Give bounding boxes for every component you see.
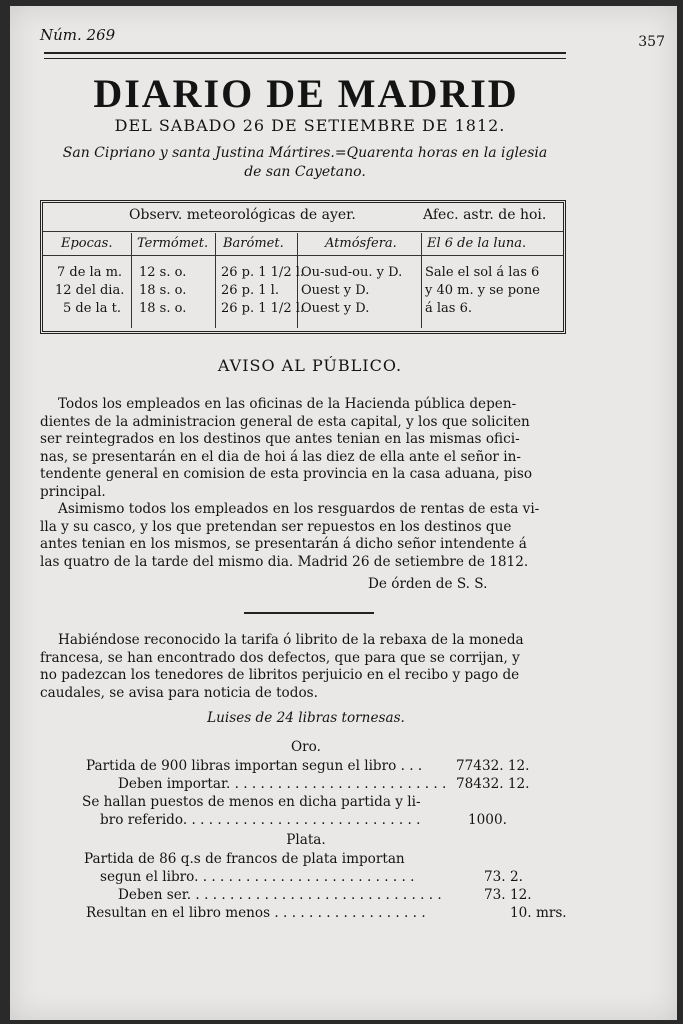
page-number: 357	[638, 34, 665, 50]
col-divider	[421, 233, 422, 328]
col-barometro: Barómet.	[223, 236, 284, 251]
ledger-value: 77432. 12.	[456, 758, 530, 774]
saints-line-2: de san Cayetano.	[244, 164, 366, 180]
text-line: Asimismo todos los empleados en los resguardos de rentas de esta vi-	[58, 501, 540, 517]
aviso-signature: De órden de S. S.	[368, 576, 488, 592]
baro-cell: 26 p. 1 1/2 l.	[221, 265, 305, 280]
text-line: antes tenian en los mismos, se presentarán á dicho señor intendente á	[40, 536, 527, 552]
aviso-title: AVISO AL PÚBLICO.	[217, 356, 403, 375]
text-line: nas, se presentarán en el dia de hoi á las diez de ella ante el señor in-	[40, 448, 521, 465]
aviso-paragraph-2	[40, 501, 572, 571]
termo-cell: 18 s. o.	[139, 301, 187, 316]
oro-heading: Oro.	[291, 739, 321, 755]
baro-cell: 26 p. 1 1/2 l.	[221, 301, 305, 316]
tarifa-paragraph	[40, 632, 572, 702]
col-divider	[215, 233, 216, 328]
termo-cell: 18 s. o.	[139, 283, 187, 298]
col-divider	[131, 233, 132, 328]
dateline: DEL SABADO 26 DE SETIEMBRE DE 1812.	[114, 116, 506, 135]
col-luna: El 6 de la luna.	[427, 236, 527, 251]
text-line: Todos los empleados en las oficinas de la Hacienda pública depen-	[58, 396, 517, 412]
newspaper-page	[10, 6, 677, 1020]
ledger-label: Deben ser. . . . . . . . . . . . . . . . . . . . . . . . . . . . . .	[118, 887, 442, 903]
epoca-cell: 12 del dia.	[55, 283, 125, 298]
text-line: las quatro de la tarde del mismo dia. Madrid 26 de setiembre de 1812.	[40, 553, 529, 570]
text-line: francesa, se han encontrado dos defectos, que para que se corrijan, y	[40, 649, 520, 666]
astro-title: Afec. astr. de hoi.	[423, 207, 547, 223]
weather-title: Observ. meteorológicas de ayer.	[129, 207, 356, 223]
section-divider	[244, 612, 374, 614]
saints-of-day	[50, 144, 560, 182]
astro-line: á las 6.	[425, 301, 472, 316]
epoca-cell: 7 de la m.	[57, 265, 123, 280]
ledger-label: segun el libro. . . . . . . . . . . . . . . . . . . . . . . . . .	[100, 869, 415, 885]
text-line: Habiéndose reconocido la tarifa ó librito de la rebaxa de la moneda	[58, 632, 524, 648]
col-termometro: Termómet.	[137, 236, 209, 251]
text-line: principal.	[40, 483, 106, 500]
ledger-label: Deben importar. . . . . . . . . . . . . . . . . . . . . . . . . .	[118, 776, 447, 792]
saints-line-1: San Cipriano y santa Justina Mártires.=Quarenta horas en la iglesia	[62, 145, 548, 161]
ledger-label: Partida de 86 q.s de francos de plata importan	[84, 851, 405, 867]
astro-line: Sale el sol á las 6	[425, 265, 540, 280]
weather-table	[40, 200, 566, 334]
issue-number: Núm. 269	[40, 26, 116, 44]
top-rule	[44, 52, 566, 54]
text-line: tendente general en comision de esta provincia en la casa aduana, piso	[40, 466, 533, 482]
weather-header-rule	[43, 231, 563, 232]
text-line: ser reintegrados en los destinos que antes tenian en las mismas ofici-	[40, 431, 520, 447]
col-atmosfera: Atmósfera.	[325, 236, 397, 251]
masthead-title: DIARIO DE MADRID	[93, 71, 519, 116]
text-line: no padezcan los tenedores de libritos perjuicio en el recibo y pago de	[40, 667, 520, 683]
aviso-paragraph-1	[40, 396, 572, 501]
plata-heading: Plata.	[286, 832, 326, 848]
ledger-value: 73. 2.	[484, 869, 523, 885]
termo-cell: 12 s. o.	[139, 265, 187, 280]
atmos-cell: Ouest y D.	[301, 301, 370, 316]
atmos-cell: Ouest y D.	[301, 283, 370, 298]
ledger-value: 73. 12.	[484, 887, 532, 903]
ledger-label: Se hallan puestos de menos en dicha partida y li-	[82, 794, 421, 810]
top-rule-thin	[44, 58, 566, 59]
ledger-value: 10. mrs.	[510, 905, 567, 921]
ledger-label: bro referido. . . . . . . . . . . . . . . . . . . . . . . . . . . .	[100, 812, 421, 828]
text-line: caudales, se avisa para noticia de todos.	[40, 684, 318, 701]
tarifa-subtitle: Luises de 24 libras tornesas.	[207, 710, 405, 726]
ledger-value: 78432. 12.	[456, 776, 530, 792]
ledger-label: Partida de 900 libras importan segun el libro . . .	[86, 758, 423, 774]
text-line: dientes de la administracion general de esta capital, y los que soliciten	[40, 413, 530, 430]
weather-column-rule	[43, 255, 563, 256]
epoca-cell: 5 de la t.	[63, 301, 121, 316]
ledger-value: 1000.	[468, 812, 507, 828]
ledger-label: Resultan en el libro menos . . . . . . . . . . . . . . . . . .	[86, 905, 426, 921]
astro-line: y 40 m. y se pone	[425, 283, 540, 298]
baro-cell: 26 p. 1 l.	[221, 283, 279, 298]
text-line: lla y su casco, y los que pretendan ser repuestos en los destinos que	[40, 518, 512, 535]
atmos-cell: Ou-sud-ou. y D.	[301, 265, 403, 280]
col-epocas: Epocas.	[61, 236, 113, 251]
